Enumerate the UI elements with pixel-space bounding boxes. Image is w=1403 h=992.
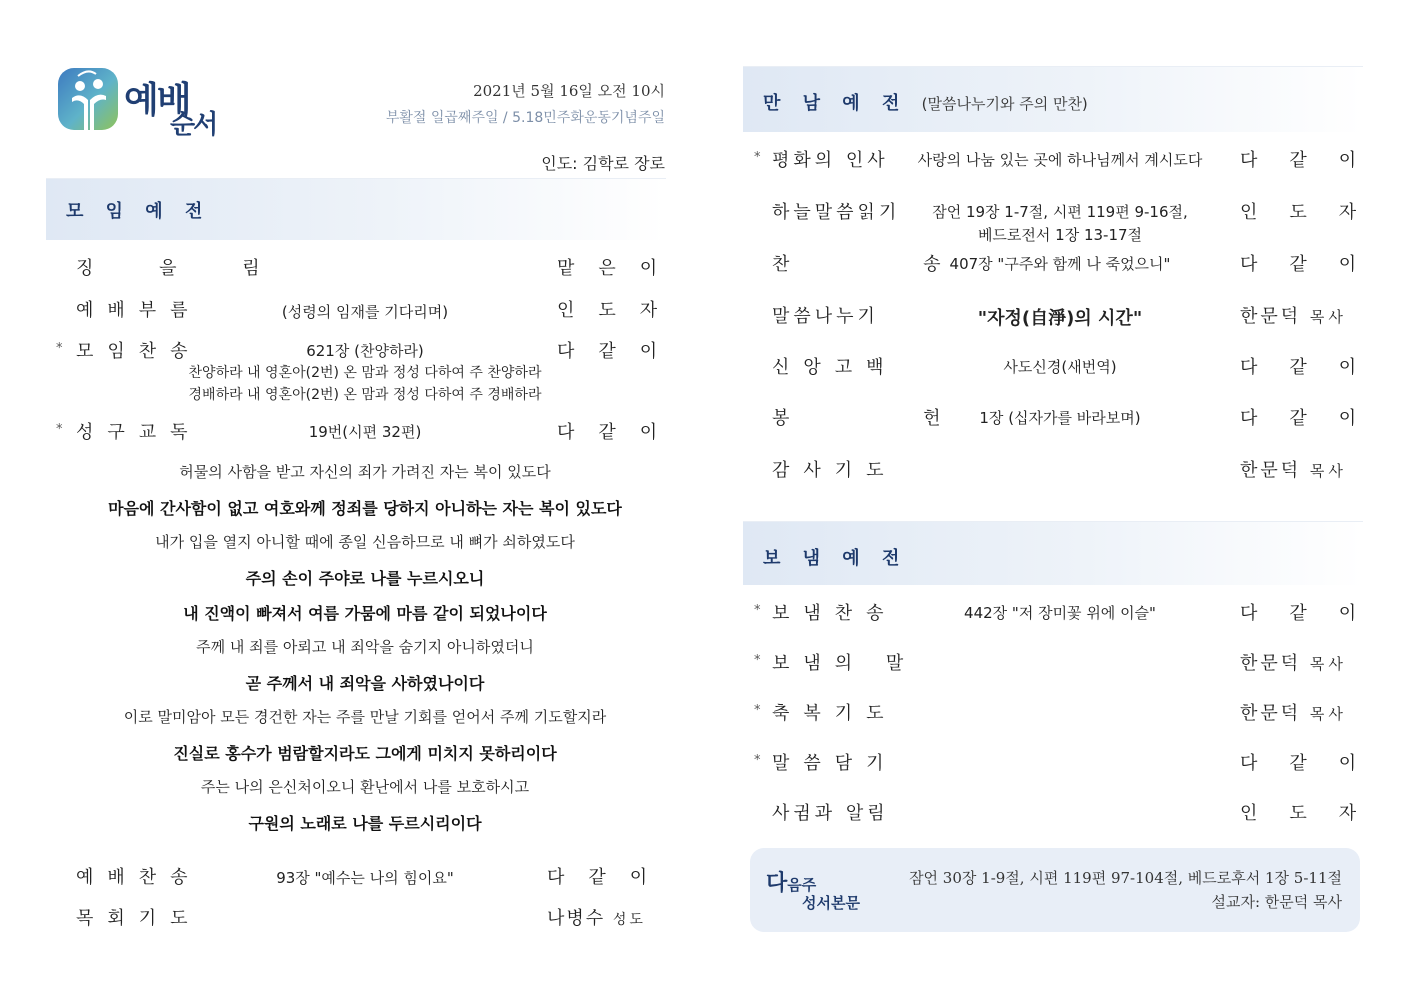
item-label: 사귐과 알림: [772, 803, 889, 824]
item-who: 다같이: [1240, 254, 1389, 275]
next-week-readings: 잠언 30장 1-9절, 시편 119편 97-104절, 베드로후서 1장 5-11절: [909, 869, 1342, 887]
item-detail: "자정(自淨)의 시간": [977, 308, 1143, 329]
service-date: 2021년 5월 16일 오전 10시: [473, 82, 665, 100]
psalm-line: 구원의 노래로 나를 두르시리이다: [248, 814, 482, 833]
person-title: 성도: [612, 912, 646, 928]
psalm-line: 허물의 사함을 받고 자신의 죄가 가려진 자는 복이 있도다: [179, 463, 551, 481]
person-title: 목사: [1309, 462, 1347, 480]
person-name: 나병수: [547, 908, 606, 929]
item-who: [547, 904, 646, 930]
gathering-section-title: 모 임 예 전: [66, 201, 211, 222]
logo-tree-icon: [58, 64, 122, 134]
item-detail-line2: 베드로전서 1장 13-17절: [977, 226, 1143, 244]
item-who: 인도자: [557, 300, 682, 321]
service-subtitle: 부활절 일곱째주일 / 5.18민주화운동기념주일: [385, 110, 665, 126]
item-label: 예배찬송: [76, 867, 202, 888]
item-detail: 잠언 19장 1-7절, 시편 119편 9-16절,: [932, 203, 1188, 221]
item-label: 감사기도: [772, 460, 898, 481]
item-label: 찬 송: [772, 254, 1005, 275]
logo-title-sub: 순서: [170, 110, 217, 140]
item-who: 다같이: [557, 422, 682, 443]
item-label: 하늘말씀읽기: [772, 202, 901, 223]
gathering-section-header: [46, 178, 666, 240]
item-label: 목회기도: [76, 908, 202, 929]
item-who: 다같이: [557, 341, 682, 362]
item-who: 맡은이: [557, 258, 682, 279]
psalm-line: 이로 말미암아 모든 경건한 자는 주를 만날 기회를 얻어서 주께 기도할지라: [123, 708, 607, 726]
meeting-section-title: 만 남 예 전 (말씀나누기와 주의 만찬): [763, 93, 1088, 114]
item-who: 인도자: [1240, 803, 1389, 824]
next-week-label: 다음주: [766, 871, 817, 896]
logo-title-main: 예배: [124, 80, 190, 121]
right-column: [700, 0, 1403, 992]
psalm-line: 마음에 간사함이 없고 여호와께 정죄를 당하지 아니하는 자는 복이 있도다: [108, 499, 622, 518]
next-week-box: [750, 848, 1360, 932]
item-detail: 19번(시편 32편): [308, 423, 422, 441]
person-name: 한문덕: [1240, 306, 1302, 327]
item-detail: 1장 (십자가를 바라보며): [979, 409, 1141, 427]
worship-order-logo: [58, 64, 238, 144]
standing-mark: *: [56, 422, 63, 437]
item-label: 성구교독: [76, 422, 202, 443]
person-name: 한문덕: [1240, 703, 1302, 724]
service-leader: 인도: 김학로 장로: [541, 154, 665, 173]
item-label: 봉 헌: [772, 408, 1005, 429]
next-week-scripture: [909, 866, 1342, 914]
item-label: 징 을 림: [76, 258, 290, 279]
item-who: [1240, 456, 1347, 482]
psalm-line: 내 진액이 빠져서 여름 가뭄에 마름 같이 되었나이다: [183, 604, 547, 623]
item-detail: (성령의 임재를 기다리며): [281, 303, 449, 321]
item-label: 평화의 인사: [772, 150, 889, 171]
item-detail: 93장 "예수는 나의 힘이요": [276, 869, 454, 887]
hymn-lyric-line: 찬양하라 내 영혼아(2번) 온 맘과 정성 다하여 주 찬양하라: [188, 365, 542, 381]
standing-mark: *: [754, 653, 761, 668]
item-who: 다같이: [1240, 753, 1389, 774]
item-who: 다같이: [547, 867, 672, 888]
item-label: 모임찬송: [76, 341, 202, 362]
item-who: [1240, 699, 1347, 725]
item-detail: 사도신경(새번역): [1003, 358, 1117, 376]
person-title: 목사: [1309, 308, 1347, 326]
person-title: 목사: [1309, 705, 1347, 723]
psalm-line: 진실로 홍수가 범람할지라도 그에게 미치지 못하리이다: [173, 744, 557, 763]
sending-section-header: [743, 521, 1363, 585]
left-column: [0, 0, 700, 992]
item-label: 말씀담기: [772, 753, 898, 774]
psalm-line: 주께 내 죄를 아뢰고 내 죄악을 숨기지 아니하였더니: [196, 638, 534, 656]
psalm-line: 주의 손이 주야로 나를 누르시오니: [245, 569, 485, 588]
item-label: 예배부름: [76, 300, 202, 321]
meeting-section-header: [743, 66, 1363, 132]
sending-section-title: 보 냄 예 전: [763, 548, 908, 569]
psalm-line: 곧 주께서 내 죄악을 사하였나이다: [245, 674, 485, 693]
item-detail: 621장 (찬양하라): [306, 342, 424, 360]
item-who: 다같이: [1240, 150, 1389, 171]
item-detail: 407장 "구주와 함께 나 죽었으니": [949, 255, 1171, 273]
hymn-lyric-line: 경배하라 내 영혼아(2번) 온 맘과 정성 다하여 주 경배하라: [188, 387, 542, 403]
standing-mark: *: [754, 150, 761, 165]
item-who: 다같이: [1240, 603, 1389, 624]
standing-mark: *: [754, 753, 761, 768]
next-week-label-sub: 성서본문: [802, 894, 860, 912]
item-label: 말씀나누기: [772, 306, 879, 327]
standing-mark: *: [754, 703, 761, 718]
item-label: 보냄의 말: [772, 653, 918, 674]
next-week-preacher: 설교자: 한문덕 목사: [1211, 893, 1342, 911]
item-label: 보냄찬송: [772, 603, 898, 624]
standing-mark: *: [754, 603, 761, 618]
psalm-line: 내가 입을 열지 아니할 때에 종일 신음하므로 내 뼈가 쇠하였도다: [155, 533, 575, 551]
item-who: [1240, 302, 1347, 328]
item-who: 다같이: [1240, 357, 1389, 378]
item-who: 다같이: [1240, 408, 1389, 429]
item-who: [1240, 649, 1347, 675]
psalm-line: 주는 나의 은신처이오니 환난에서 나를 보호하시고: [200, 778, 530, 796]
item-who: 인도자: [1240, 202, 1389, 223]
item-detail: 442장 "저 장미꽃 위에 이슬": [964, 604, 1156, 622]
meeting-section-subtitle: (말씀나누기와 주의 만찬): [921, 95, 1088, 113]
item-detail: 사랑의 나눔 있는 곳에 하나님께서 계시도다: [917, 151, 1203, 169]
person-title: 목사: [1309, 655, 1347, 673]
person-name: 한문덕: [1240, 460, 1302, 481]
item-label: 신앙고백: [772, 357, 898, 378]
person-name: 한문덕: [1240, 653, 1302, 674]
item-label: 축복기도: [772, 703, 898, 724]
standing-mark: *: [56, 341, 63, 356]
